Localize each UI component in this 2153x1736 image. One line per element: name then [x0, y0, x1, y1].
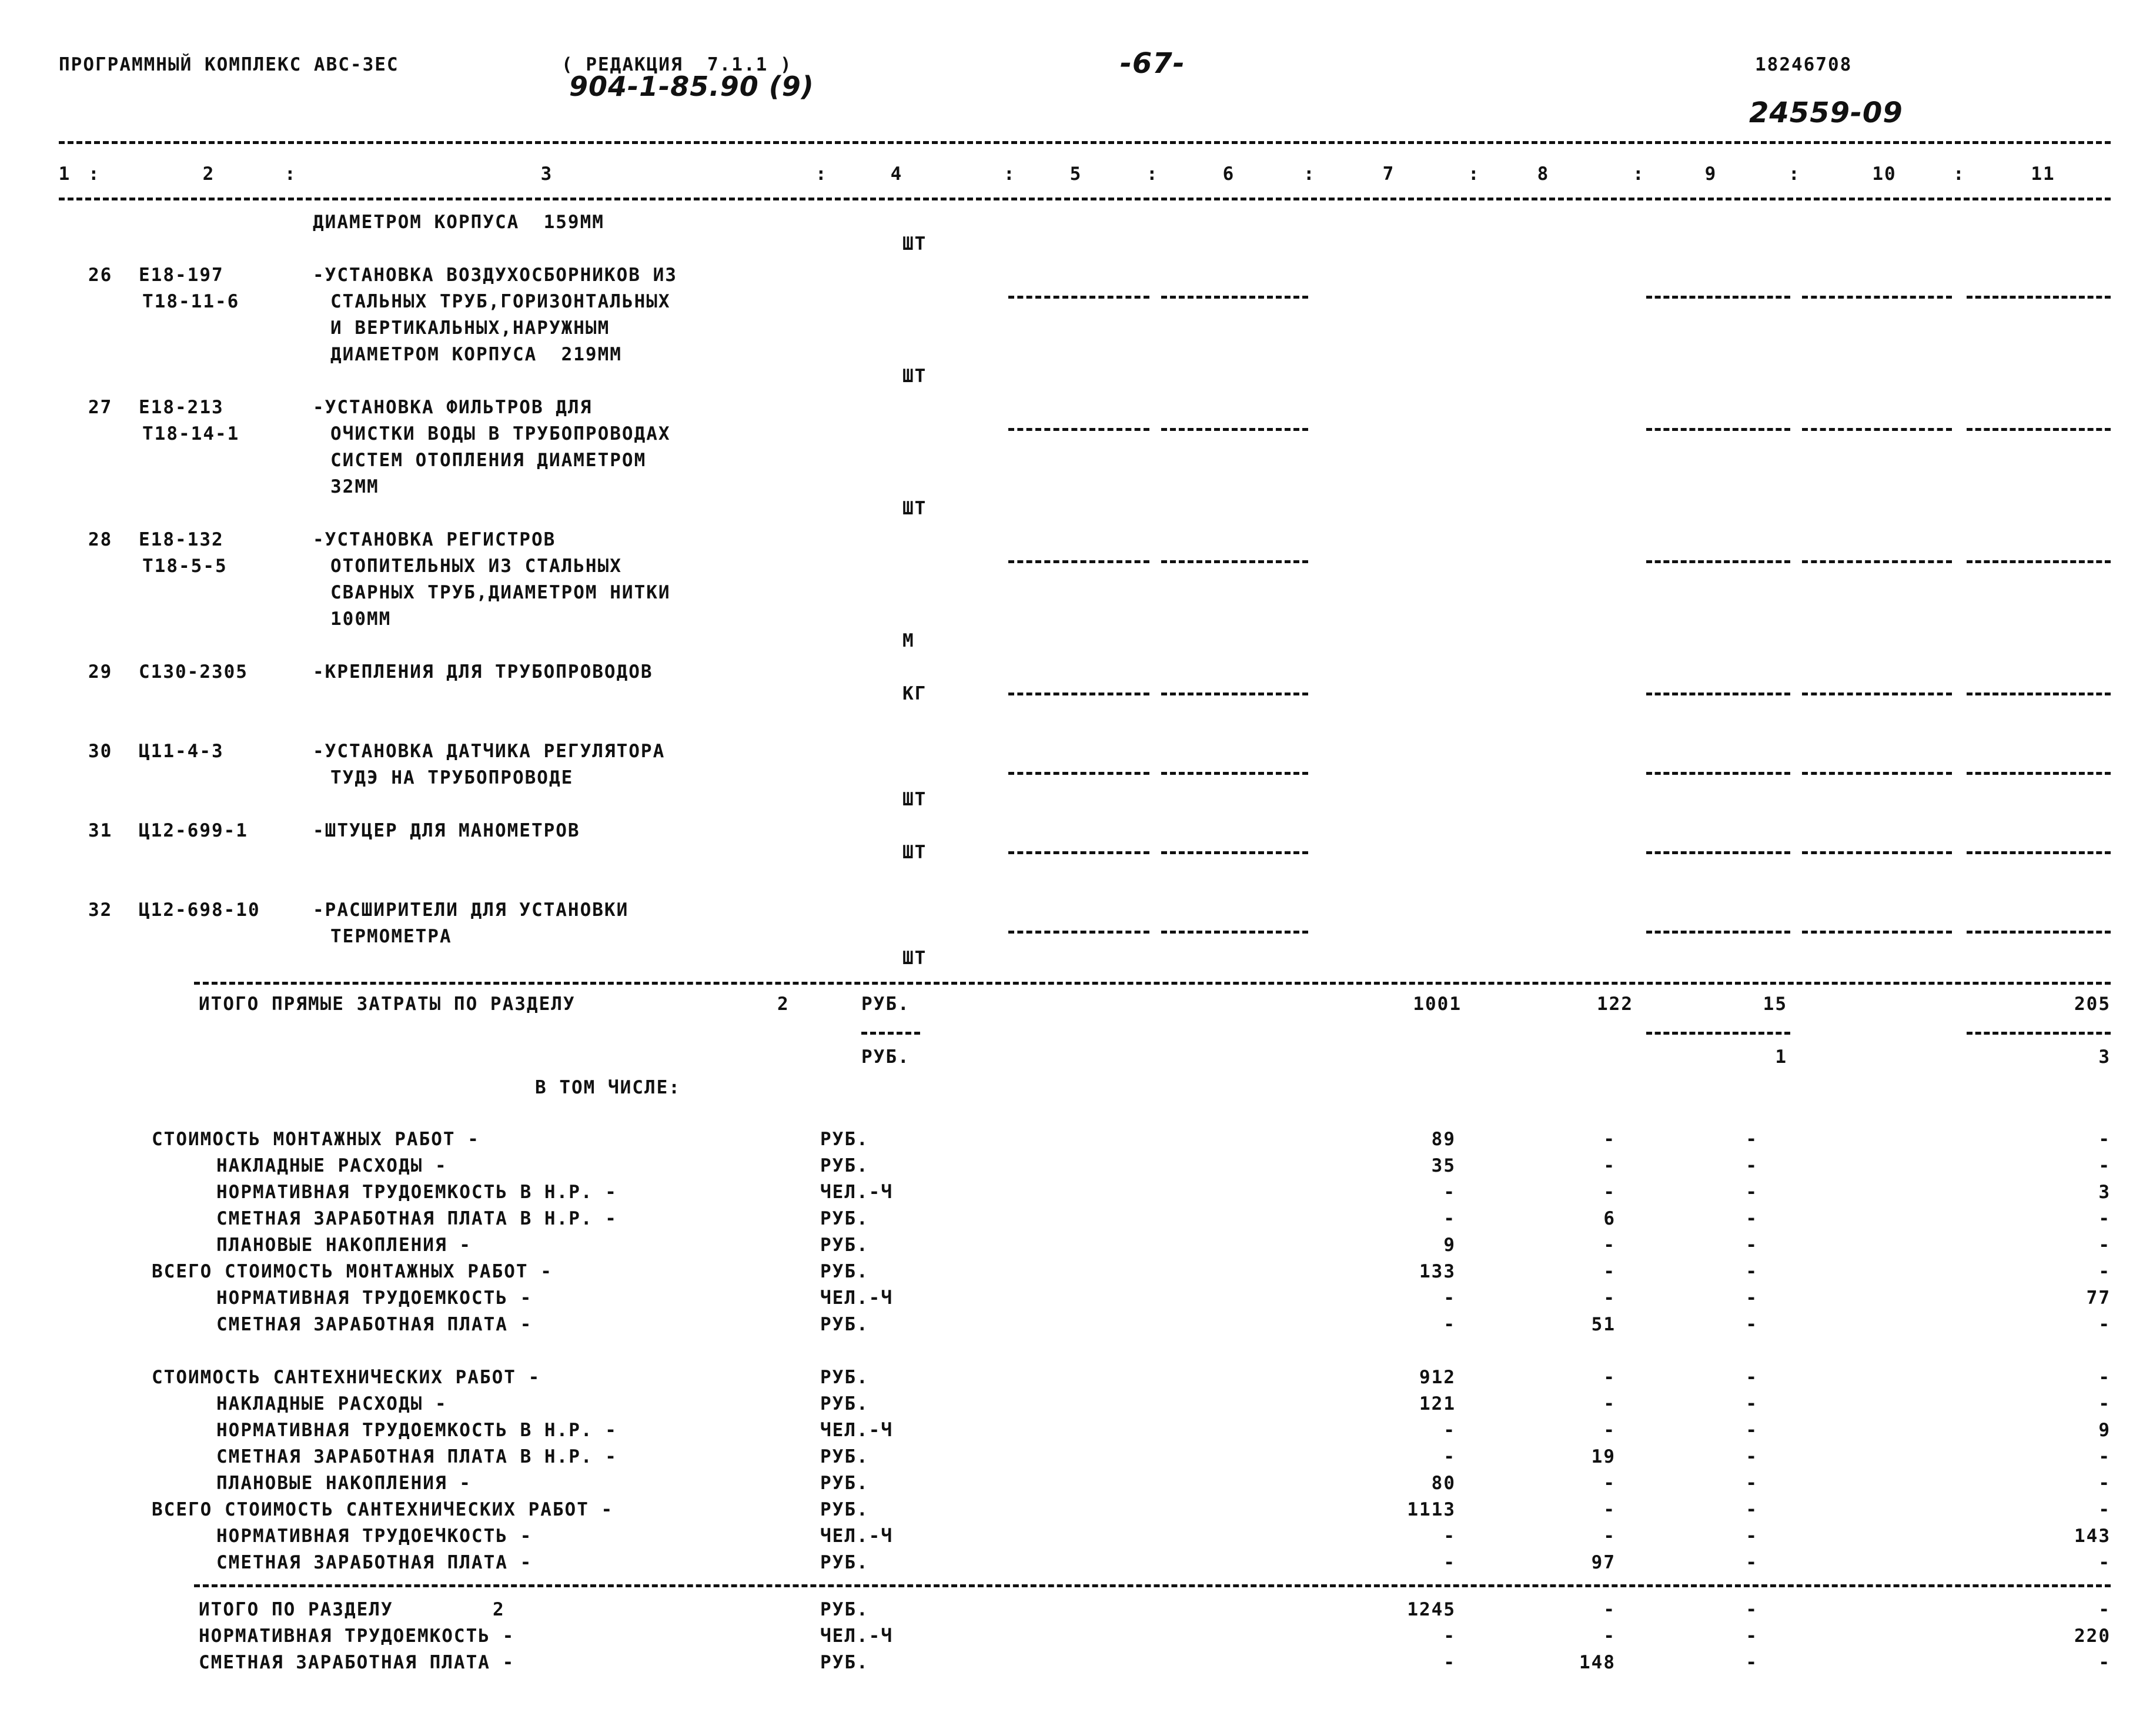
value-c11: 9: [2098, 1420, 2111, 1441]
column-separator: :: [1303, 163, 1316, 185]
value-c7: 912: [1419, 1367, 1456, 1388]
unit: РУБ.: [820, 1155, 869, 1176]
value-c8: -: [1603, 1261, 1616, 1282]
summary-label: СМЕТНАЯ ЗАРАБОТНАЯ ПЛАТА В Н.Р. -: [216, 1208, 617, 1229]
unit: РУБ.: [820, 1599, 869, 1620]
value-c7: -: [1443, 1552, 1456, 1573]
value-c7: -: [1443, 1526, 1456, 1547]
value-c8: -: [1603, 1182, 1616, 1203]
column-separator: :: [1004, 163, 1016, 185]
sub-rule: [1161, 296, 1308, 299]
value-c9: -: [1746, 1499, 1758, 1520]
row-number: 30: [88, 741, 113, 762]
unit: РУБ.: [820, 1208, 869, 1229]
sub-rule: [1802, 296, 1952, 299]
unit: РУБ.: [820, 1552, 869, 1573]
unit: РУБ.: [820, 1652, 869, 1673]
column-number: 8: [1537, 163, 1550, 185]
column-number: 5: [1069, 163, 1082, 185]
value-c11: -: [2098, 1155, 2111, 1176]
summary-label: ПЛАНОВЫЕ НАКОПЛЕНИЯ -: [216, 1235, 472, 1256]
value-c9: -: [1746, 1235, 1758, 1256]
row-number: 28: [88, 529, 113, 550]
column-separator: :: [1146, 163, 1159, 185]
summary-label: НОРМАТИВНАЯ ТРУДОЕМКОСТЬ В Н.Р. -: [216, 1182, 617, 1203]
value-c7: 1001: [1413, 994, 1462, 1015]
unit: ЧЕЛ.-Ч: [820, 1287, 893, 1309]
summary-label: СМЕТНАЯ ЗАРАБОТНАЯ ПЛАТА -: [216, 1552, 533, 1573]
value-c7: -: [1443, 1652, 1456, 1673]
sub-rule: [1008, 428, 1149, 431]
column-number: 7: [1382, 163, 1395, 185]
value-c8: -: [1603, 1499, 1616, 1520]
value-c11: -: [2098, 1129, 2111, 1150]
value-c11: -: [2098, 1261, 2111, 1282]
work-description: -УСТАНОВКА ДАТЧИКА РЕГУЛЯТОРА: [313, 741, 666, 762]
work-description: СВАРНЫХ ТРУБ,ДИАМЕТРОМ НИТКИ: [330, 582, 671, 603]
value-c9: -: [1746, 1182, 1758, 1203]
value-c11: -: [2098, 1367, 2111, 1388]
value-c7: -: [1443, 1182, 1456, 1203]
sub-rule: [1967, 693, 2111, 695]
column-number: 11: [2031, 163, 2055, 185]
work-description: -РАСШИРИТЕЛИ ДЛЯ УСТАНОВКИ: [313, 899, 629, 921]
value-c11: -: [2098, 1599, 2111, 1620]
value-c9: -: [1746, 1420, 1758, 1441]
sub-rule: [1802, 693, 1952, 695]
unit-of-measure: ШТ: [902, 842, 927, 863]
sub-rule: [1802, 931, 1952, 934]
value-c9: -: [1746, 1129, 1758, 1150]
sub-rule: [1967, 851, 2111, 854]
value-c11: 205: [2074, 994, 2111, 1015]
work-description: СИСТЕМ ОТОПЛЕНИЯ ДИАМЕТРОМ: [330, 450, 647, 471]
work-description: ОЧИСТКИ ВОДЫ В ТРУБОПРОВОДАХ: [330, 423, 671, 444]
rate-code: Ц11-4-3: [139, 741, 224, 762]
value-c9: -: [1746, 1261, 1758, 1282]
value-c8: -: [1603, 1625, 1616, 1647]
column-separator: :: [1788, 163, 1801, 185]
sub-rule: [1646, 693, 1790, 695]
value-c7: 35: [1431, 1155, 1456, 1176]
value-c9: 1: [1775, 1046, 1787, 1068]
sub-rule: [1161, 772, 1308, 775]
summary-label: НАКЛАДНЫЕ РАСХОДЫ -: [216, 1155, 447, 1176]
column-separator: :: [285, 163, 297, 185]
value-c8: 97: [1591, 1552, 1616, 1573]
value-c8: 122: [1597, 994, 1633, 1015]
rate-code: Т18-11-6: [142, 291, 240, 312]
column-separator: :: [1633, 163, 1645, 185]
work-description: ДИАМЕТРОМ КОРПУСА 159ММ: [313, 212, 604, 233]
value-c11: -: [2098, 1446, 2111, 1467]
work-description: -УСТАНОВКА ФИЛЬТРОВ ДЛЯ: [313, 397, 593, 418]
unit: ЧЕЛ.-Ч: [820, 1625, 893, 1647]
final-label: ИТОГО ПО РАЗДЕЛУ: [199, 1599, 393, 1620]
project-number: 904-1-85.90 (9): [569, 71, 814, 102]
sub-rule: [1967, 772, 2111, 775]
value-c8: -: [1603, 1235, 1616, 1256]
rate-code: Т18-14-1: [142, 423, 240, 444]
including-heading: В ТОМ ЧИСЛЕ:: [535, 1077, 681, 1098]
unit: РУБ.: [820, 1235, 869, 1256]
value-c7: 121: [1419, 1393, 1456, 1414]
work-description: -УСТАНОВКА РЕГИСТРОВ: [313, 529, 556, 550]
rate-code: Е18-213: [139, 397, 224, 418]
value-c11: -: [2098, 1235, 2111, 1256]
value-c9: 15: [1763, 994, 1787, 1015]
value-c11: -: [2098, 1652, 2111, 1673]
section-rule: [194, 1584, 2111, 1587]
column-number: 10: [1872, 163, 1897, 185]
value-c11: -: [2098, 1208, 2111, 1229]
value-c8: 148: [1579, 1652, 1616, 1673]
work-description: 32ММ: [330, 476, 379, 497]
document-number: 18246708: [1755, 54, 1853, 75]
sub-rule: [1646, 1032, 1790, 1035]
value-c7: -: [1443, 1287, 1456, 1309]
value-c9: -: [1746, 1446, 1758, 1467]
value-c8: -: [1603, 1526, 1616, 1547]
rate-code: Ц12-698-10: [139, 899, 260, 921]
sub-rule: [1008, 851, 1149, 854]
sub-rule: [1802, 772, 1952, 775]
page-number: -67-: [1120, 47, 1185, 80]
summary-label: ВСЕГО СТОИМОСТЬ САНТЕХНИЧЕСКИХ РАБОТ -: [152, 1499, 614, 1520]
unit: РУБ.: [820, 1446, 869, 1467]
sheet-number: 24559-09: [1749, 96, 1903, 129]
value-c9: -: [1746, 1314, 1758, 1335]
column-number: 4: [890, 163, 903, 185]
work-description: ДИАМЕТРОМ КОРПУСА 219ММ: [330, 344, 622, 365]
sub-rule: [1967, 931, 2111, 934]
rate-code: Т18-5-5: [142, 556, 228, 577]
sub-rule: [1646, 772, 1790, 775]
column-separator: :: [1953, 163, 1965, 185]
summary-label: НОРМАТИВНАЯ ТРУДОЕМКОСТЬ В Н.Р. -: [216, 1420, 617, 1441]
sub-rule: [1967, 296, 2111, 299]
sub-rule: [1802, 560, 1952, 563]
work-description: И ВЕРТИКАЛЬНЫХ,НАРУЖНЫМ: [330, 317, 610, 339]
value-c7: -: [1443, 1625, 1456, 1647]
value-c8: 6: [1603, 1208, 1616, 1229]
sub-rule: [1161, 428, 1308, 431]
summary-label: СТОИМОСТЬ САНТЕХНИЧЕСКИХ РАБОТ -: [152, 1367, 541, 1388]
unit-of-measure: ШТ: [902, 948, 927, 969]
sub-rule: [1008, 693, 1149, 695]
value-c7: 9: [1443, 1235, 1456, 1256]
value-c9: -: [1746, 1652, 1758, 1673]
value-c9: -: [1746, 1599, 1758, 1620]
work-description: 100ММ: [330, 608, 392, 630]
header-rule-top: [59, 141, 2111, 144]
value-c7: -: [1443, 1420, 1456, 1441]
value-c9: -: [1746, 1287, 1758, 1309]
sub-rule: [1967, 428, 2111, 431]
value-c8: -: [1603, 1473, 1616, 1494]
unit: РУБ.: [820, 1314, 869, 1335]
summary-label: ВСЕГО СТОИМОСТЬ МОНТАЖНЫХ РАБОТ -: [152, 1261, 553, 1282]
value-c9: -: [1746, 1473, 1758, 1494]
row-number: 31: [88, 820, 113, 841]
unit: ЧЕЛ.-Ч: [820, 1182, 893, 1203]
value-c8: 51: [1591, 1314, 1616, 1335]
work-description: -ШТУЦЕР ДЛЯ МАНОМЕТРОВ: [313, 820, 580, 841]
sub-rule: [1161, 851, 1308, 854]
value-c11: 77: [2086, 1287, 2111, 1309]
unit-of-measure: ШТ: [902, 498, 927, 519]
value-c9: -: [1746, 1625, 1758, 1647]
unit-of-measure: М: [902, 630, 915, 651]
sub-rule: [1161, 693, 1308, 695]
summary-label: СМЕТНАЯ ЗАРАБОТНАЯ ПЛАТА В Н.Р. -: [216, 1446, 617, 1467]
sub-rule: [1646, 931, 1790, 934]
work-description: СТАЛЬНЫХ ТРУБ,ГОРИЗОНТАЛЬНЫХ: [330, 291, 671, 312]
unit: ЧЕЛ.-Ч: [820, 1420, 893, 1441]
value-c7: -: [1443, 1446, 1456, 1467]
value-c8: -: [1603, 1599, 1616, 1620]
sub-rule: [1646, 560, 1790, 563]
row-number: 27: [88, 397, 113, 418]
column-number: 3: [540, 163, 553, 185]
unit-of-measure: ШТ: [902, 233, 927, 255]
value-c8: -: [1603, 1287, 1616, 1309]
value-c9: -: [1746, 1393, 1758, 1414]
row-number: 26: [88, 265, 113, 286]
sub-rule: [1646, 296, 1790, 299]
unit: РУБ.: [820, 1393, 869, 1414]
unit-of-measure: КГ: [902, 683, 927, 704]
value-c11: -: [2098, 1314, 2111, 1335]
value-c11: -: [2098, 1552, 2111, 1573]
value-c9: -: [1746, 1367, 1758, 1388]
summary-label: НАКЛАДНЫЕ РАСХОДЫ -: [216, 1393, 447, 1414]
value-c7: 1245: [1407, 1599, 1456, 1620]
value-c7: 1113: [1407, 1499, 1456, 1520]
sub-rule: [1161, 931, 1308, 934]
unit: РУБ.: [820, 1473, 869, 1494]
value-c11: -: [2098, 1499, 2111, 1520]
unit: РУБ.: [820, 1499, 869, 1520]
unit: РУБ.: [820, 1129, 869, 1150]
value-c8: -: [1603, 1367, 1616, 1388]
final-label: СМЕТНАЯ ЗАРАБОТНАЯ ПЛАТА -: [199, 1652, 515, 1673]
column-number: 2: [202, 163, 215, 185]
header-rule-bottom: [59, 198, 2111, 200]
direct-total-label: ИТОГО ПРЯМЫЕ ЗАТРАТЫ ПО РАЗДЕЛУ: [199, 994, 576, 1015]
section-rule: [194, 982, 2111, 985]
summary-label: СМЕТНАЯ ЗАРАБОТНАЯ ПЛАТА -: [216, 1314, 533, 1335]
sub-rule: [1802, 428, 1952, 431]
unit: РУБ.: [861, 1046, 910, 1068]
value-c9: -: [1746, 1208, 1758, 1229]
rate-code: С130-2305: [139, 661, 248, 683]
value-c7: -: [1443, 1314, 1456, 1335]
column-separator: :: [88, 163, 101, 185]
value-c11: -: [2098, 1393, 2111, 1414]
value-c9: -: [1746, 1526, 1758, 1547]
row-number: 29: [88, 661, 113, 683]
work-description: ТЕРМОМЕТРА: [330, 926, 452, 947]
program-name: ПРОГРАММНЫЙ КОМПЛЕКС АВС-3ЕС: [59, 54, 399, 75]
rate-code: Е18-132: [139, 529, 224, 550]
sub-rule: [1967, 1032, 2111, 1035]
value-c11: -: [2098, 1473, 2111, 1494]
sub-rule: [861, 1032, 920, 1035]
value-c9: -: [1746, 1552, 1758, 1573]
sub-rule: [1008, 560, 1149, 563]
rate-code: Е18-197: [139, 265, 224, 286]
unit: РУБ.: [861, 994, 910, 1015]
value-c11: 3: [2098, 1046, 2111, 1068]
value-c7: 133: [1419, 1261, 1456, 1282]
final-label: НОРМАТИВНАЯ ТРУДОЕМКОСТЬ -: [199, 1625, 515, 1647]
value-c7: -: [1443, 1208, 1456, 1229]
value-c8: -: [1603, 1155, 1616, 1176]
unit-of-measure: ШТ: [902, 366, 927, 387]
unit: РУБ.: [820, 1367, 869, 1388]
value-c9: -: [1746, 1155, 1758, 1176]
work-description: -УСТАНОВКА ВОЗДУХОСБОРНИКОВ ИЗ: [313, 265, 677, 286]
sub-rule: [1161, 560, 1308, 563]
unit: РУБ.: [820, 1261, 869, 1282]
work-description: ТУДЭ НА ТРУБОПРОВОДЕ: [330, 767, 574, 788]
column-separator: :: [1468, 163, 1480, 185]
section-number: 2: [493, 1599, 505, 1620]
sub-rule: [1646, 428, 1790, 431]
value-c7: 89: [1431, 1129, 1456, 1150]
edition: ( РЕДАКЦИЯ 7.1.1 ): [561, 54, 793, 75]
sub-rule: [1802, 851, 1952, 854]
unit: ЧЕЛ.-Ч: [820, 1526, 893, 1547]
work-description: -КРЕПЛЕНИЯ ДЛЯ ТРУБОПРОВОДОВ: [313, 661, 653, 683]
value-c11: 220: [2074, 1625, 2111, 1647]
sub-rule: [1646, 851, 1790, 854]
summary-label: НОРМАТИВНАЯ ТРУДОЕЧКОСТЬ -: [216, 1526, 533, 1547]
section-number: 2: [777, 994, 790, 1015]
rate-code: Ц12-699-1: [139, 820, 248, 841]
value-c8: -: [1603, 1420, 1616, 1441]
value-c8: -: [1603, 1129, 1616, 1150]
column-number: 1: [58, 163, 71, 185]
summary-label: НОРМАТИВНАЯ ТРУДОЕМКОСТЬ -: [216, 1287, 533, 1309]
unit-of-measure: ШТ: [902, 789, 927, 810]
sub-rule: [1008, 296, 1149, 299]
work-description: ОТОПИТЕЛЬНЫХ ИЗ СТАЛЬНЫХ: [330, 556, 622, 577]
value-c7: 80: [1431, 1473, 1456, 1494]
value-c8: 19: [1591, 1446, 1616, 1467]
value-c11: 3: [2098, 1182, 2111, 1203]
sub-rule: [1008, 772, 1149, 775]
value-c11: 143: [2074, 1526, 2111, 1547]
sub-rule: [1967, 560, 2111, 563]
summary-label: СТОИМОСТЬ МОНТАЖНЫХ РАБОТ -: [152, 1129, 480, 1150]
summary-label: ПЛАНОВЫЕ НАКОПЛЕНИЯ -: [216, 1473, 472, 1494]
sub-rule: [1008, 931, 1149, 934]
column-separator: :: [815, 163, 828, 185]
column-number: 9: [1704, 163, 1717, 185]
value-c8: -: [1603, 1393, 1616, 1414]
row-number: 32: [88, 899, 113, 921]
column-number: 6: [1222, 163, 1235, 185]
